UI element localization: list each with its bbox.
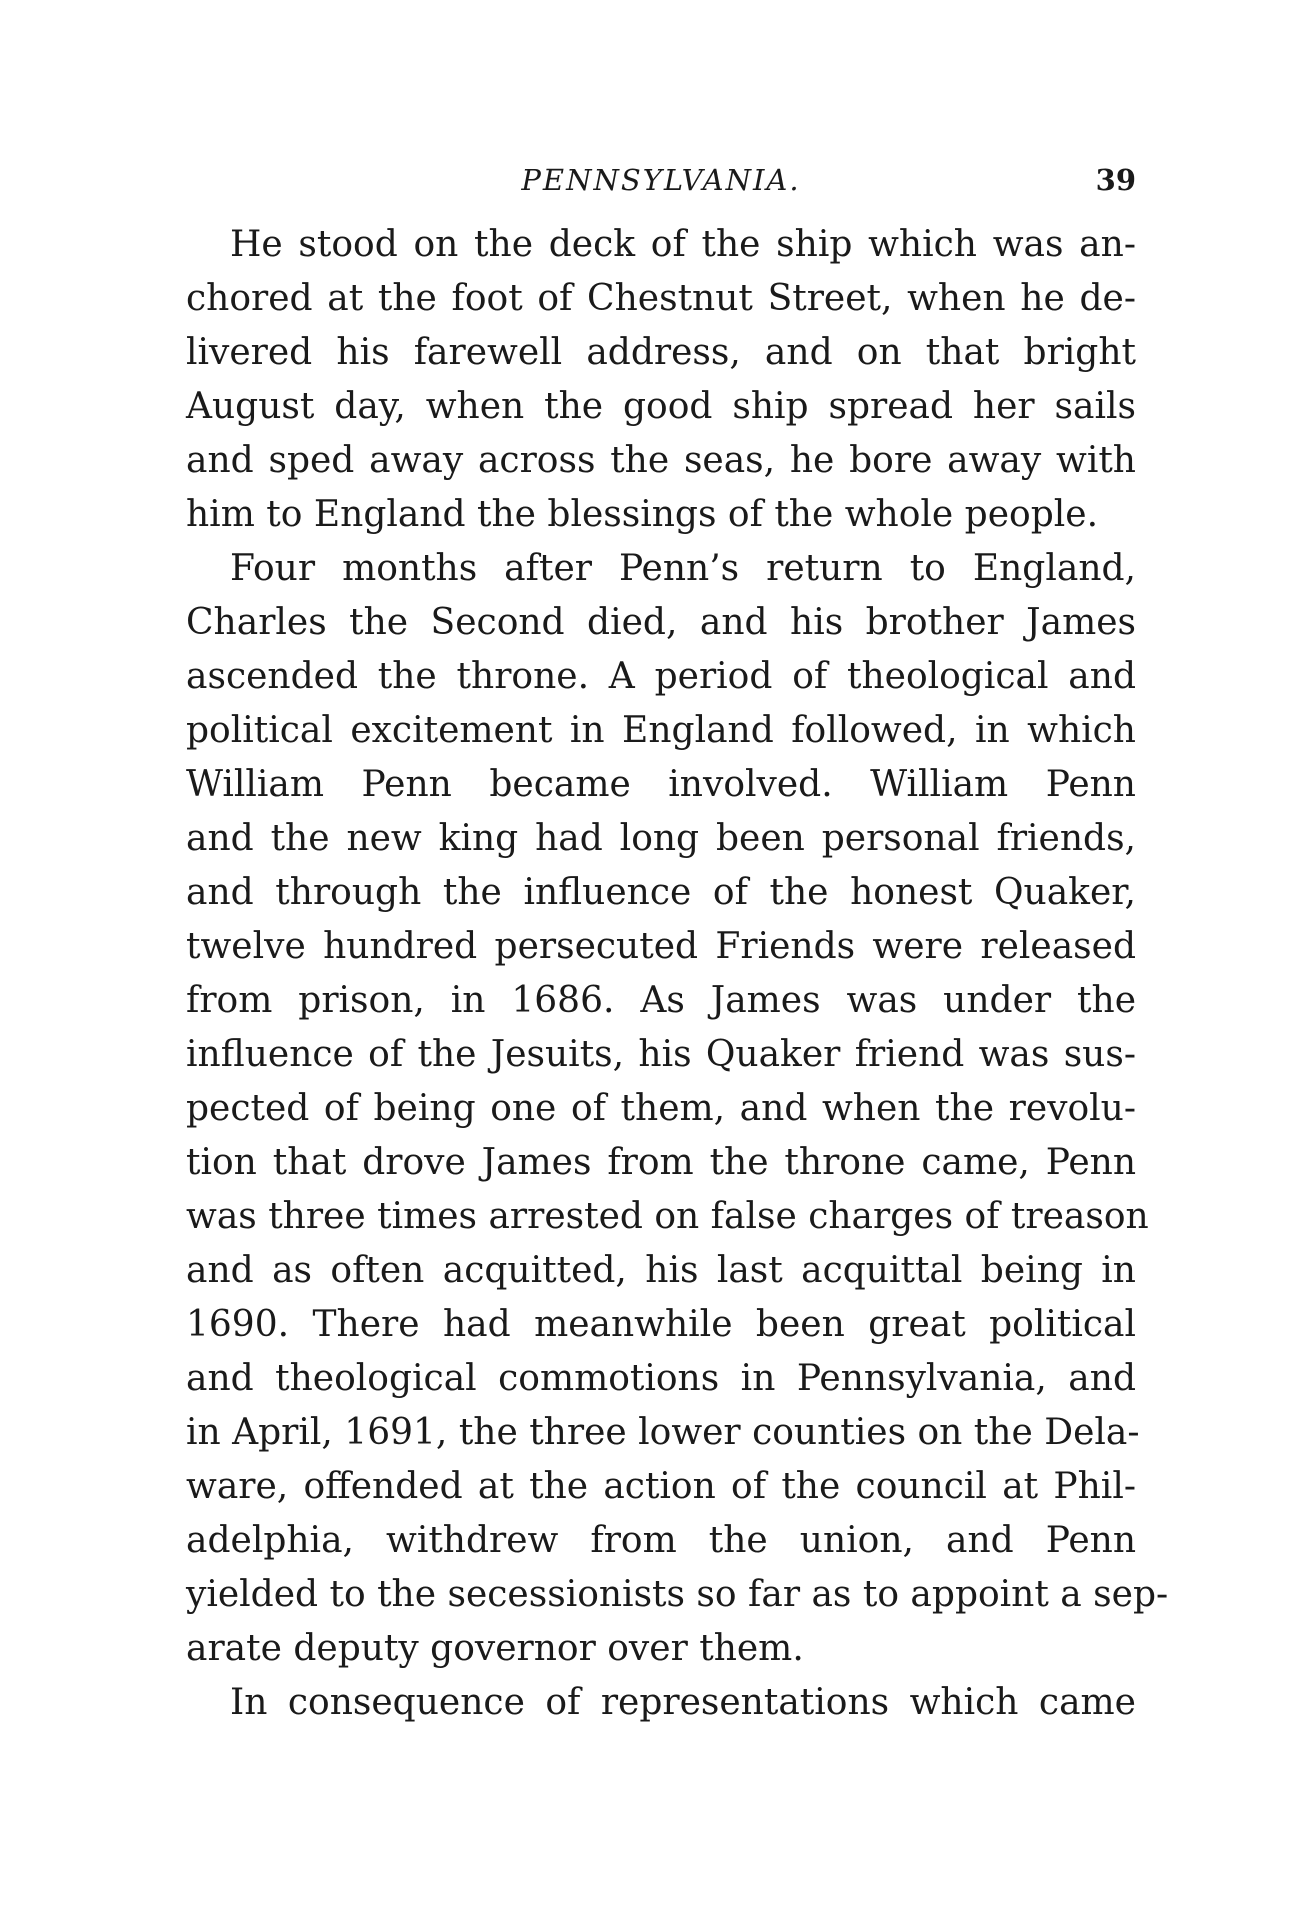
text-line: and as often acquitted, his last acquittal being in — [186, 1250, 1136, 1291]
text-line: and through the influence of the honest Quaker, — [186, 872, 1136, 913]
text-line: Charles the Second died, and his brother James — [186, 602, 1136, 643]
text-line: adelphia, withdrew from the union, and Penn — [186, 1520, 1136, 1561]
page-number: 39 — [1095, 163, 1136, 197]
text-line: was three times arrested on false charges of treason — [186, 1196, 1149, 1237]
text-line: chored at the foot of Chestnut Street, when he de- — [186, 278, 1136, 319]
paragraph-1 — [186, 218, 1136, 542]
text-line: and theological commotions in Pennsylvania, and — [186, 1358, 1136, 1399]
paragraph-3 — [186, 1676, 1136, 1730]
text-line: livered his farewell address, and on that bright — [186, 332, 1136, 373]
text-line: 1690. There had meanwhile been great political — [186, 1304, 1136, 1345]
text-line: and sped away across the seas, he bore away with — [186, 440, 1136, 481]
text-line: In consequence of representations which came — [230, 1682, 1136, 1723]
text-line: political excitement in England followed, in which — [186, 710, 1136, 751]
text-line: tion that drove James from the throne came, Penn — [186, 1142, 1136, 1183]
running-title: PENNSYLVANIA. — [521, 163, 801, 197]
text-line: in April, 1691, the three lower counties on the Dela- — [186, 1412, 1140, 1453]
text-line: August day, when the good ship spread her sails — [186, 386, 1136, 427]
text-line: ascended the throne. A period of theological and — [186, 656, 1136, 697]
text-line: pected of being one of them, and when the revolu- — [186, 1088, 1136, 1129]
text-line: He stood on the deck of the ship which was an- — [230, 224, 1136, 265]
text-line: Four months after Penn’s return to England, — [230, 548, 1136, 589]
text-line: and the new king had long been personal friends, — [186, 818, 1136, 859]
text-line: William Penn became involved. William Penn — [186, 764, 1136, 805]
running-head — [186, 158, 1136, 202]
text-line: arate deputy governor over them. — [186, 1628, 804, 1669]
paragraph-2 — [186, 542, 1169, 1676]
text-line: him to England the blessings of the whole people. — [186, 494, 1099, 535]
text-line: influence of the Jesuits, his Quaker friend was sus- — [186, 1034, 1136, 1075]
text-line: ware, offended at the action of the council at Phil- — [186, 1466, 1136, 1507]
text-line: twelve hundred persecuted Friends were released — [186, 926, 1136, 967]
body-text — [186, 218, 1169, 1730]
text-line: from prison, in 1686. As James was under the — [186, 980, 1136, 1021]
text-line: yielded to the secessionists so far as to appoint a sep- — [186, 1574, 1169, 1615]
